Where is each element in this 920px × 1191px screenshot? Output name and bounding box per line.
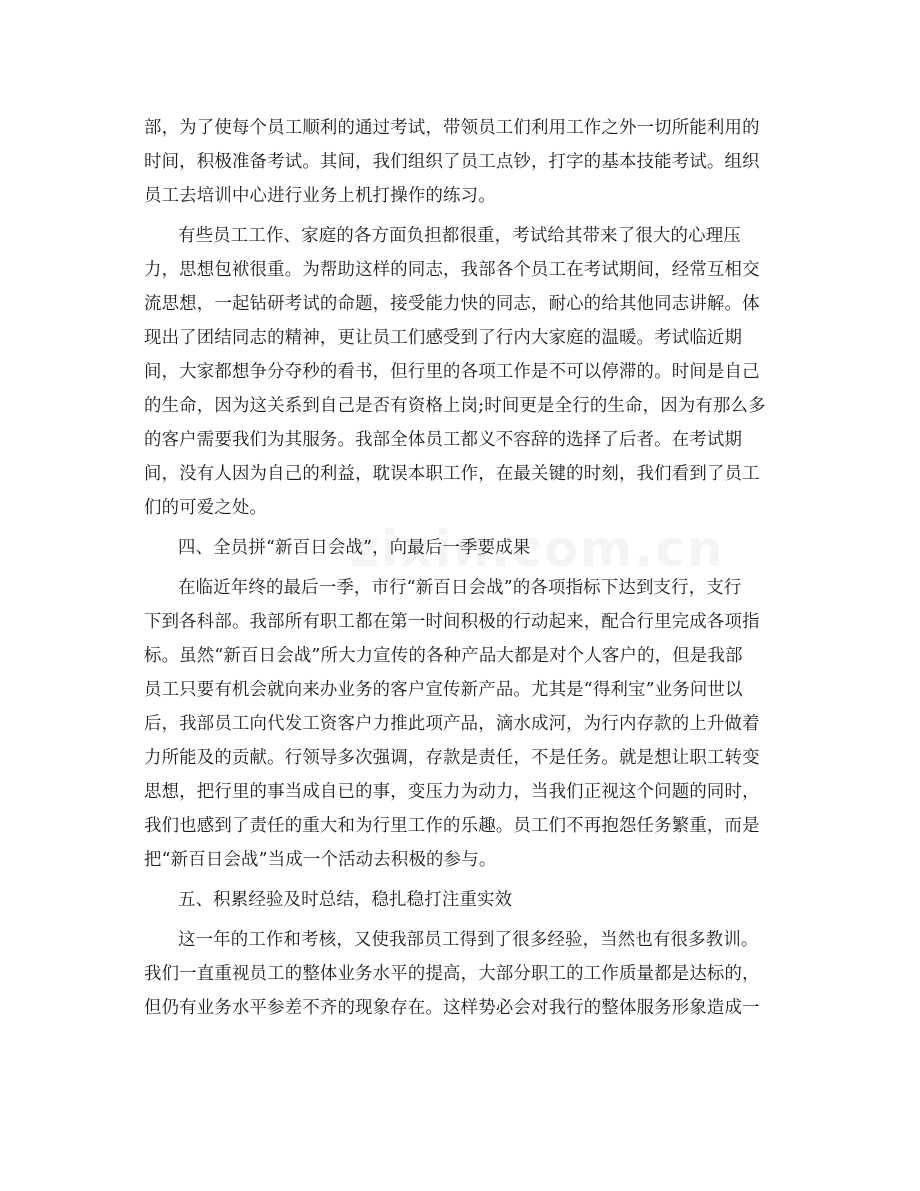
body-text-line: 力所能及的贡献。行领导多次强调，存款是责任，不是任务。就是想让职工转变 bbox=[144, 748, 760, 768]
body-text-line: 标。虽然“新百日会战”所大力宣传的各种产品大都是对个人客户的，但是我部 bbox=[144, 646, 743, 666]
body-text-line: 们的可爱之处。 bbox=[144, 498, 268, 518]
body-text-line: 部，为了使每个员工顺利的通过考试，带领员工们利用工作之外一切所能利用的 bbox=[144, 118, 760, 138]
body-text-line: 思想，把行里的事当成自已的事，变压力为动力，当我们正视这个问题的同时， bbox=[144, 782, 760, 802]
paragraph-first-line: 有些员工工作、家庭的各方面负担都很重，考试给其带来了很大的心理压 bbox=[178, 226, 741, 246]
paragraph-first-line: 在临近年终的最后一季，市行“新百日会战”的各项指标下达到支行，支行 bbox=[178, 578, 742, 598]
body-text-line: 我们一直重视员工的整体业务水平的提高，大部分职工的工作质量都是达标的， bbox=[144, 964, 760, 984]
body-text-line: 把“新百日会战”当成一个活动去积极的参与。 bbox=[144, 850, 497, 870]
body-text-line: 员工只要有机会就向来办业务的客户宣传新产品。尤其是“得利宝”业务问世以 bbox=[144, 680, 743, 700]
body-text-line: 时间，积极准备考试。其间，我们组织了员工点钞，打字的基本技能考试。组织 bbox=[144, 152, 760, 172]
section-heading: 五、积累经验及时总结，稳扎稳打注重实效 bbox=[178, 890, 513, 910]
body-text-line: 下到各科部。我部所有职工都在第一时间积极的行动起来，配合行里完成各项指 bbox=[144, 612, 760, 632]
paragraph-first-line: 这一年的工作和考核，又使我部员工得到了很多经验，当然也有很多教训。 bbox=[178, 930, 759, 950]
body-text-line: 间，大家都想争分夺秒的看书，但行里的各项工作是不可以停滞的。时间是自己 bbox=[144, 362, 760, 382]
body-text-line: 但仍有业务水平参差不齐的现象存在。这样势必会对我行的整体服务形象造成一 bbox=[144, 998, 760, 1018]
body-text-line: 的生命，因为这关系到自己是否有资格上岗;时间更是全行的生命，因为有那么多 bbox=[144, 396, 766, 416]
body-text-line: 现出了团结同志的精神，更让员工们感受到了行内大家庭的温暖。考试临近期 bbox=[144, 328, 743, 348]
body-text-line: 我们也感到了责任的重大和为行里工作的乐趣。员工们不再抱怨任务繁重，而是 bbox=[144, 816, 760, 836]
body-text-line: 力，思想包袱很重。为帮助这样的同志，我部各个员工在考试期间，经常互相交 bbox=[144, 260, 760, 280]
body-text-line: 后，我部员工向代发工资客户力推此项产品，滴水成河，为行内存款的上升做着 bbox=[144, 714, 760, 734]
body-text-line: 的客户需要我们为其服务。我部全体员工都义不容辞的选择了后者。在考试期 bbox=[144, 430, 743, 450]
section-heading: 四、全员拼“新百日会战”，向最后一季要成果 bbox=[178, 538, 531, 558]
body-text-line: 流思想，一起钻研考试的命题，接受能力快的同志，耐心的给其他同志讲解。体 bbox=[144, 294, 760, 314]
body-text-line: 员工去培训中心进行业务上机打操作的练习。 bbox=[144, 186, 496, 206]
body-text-line: 间，没有人因为自己的利益，耽误本职工作，在最关键的时刻，我们看到了员工 bbox=[144, 464, 760, 484]
